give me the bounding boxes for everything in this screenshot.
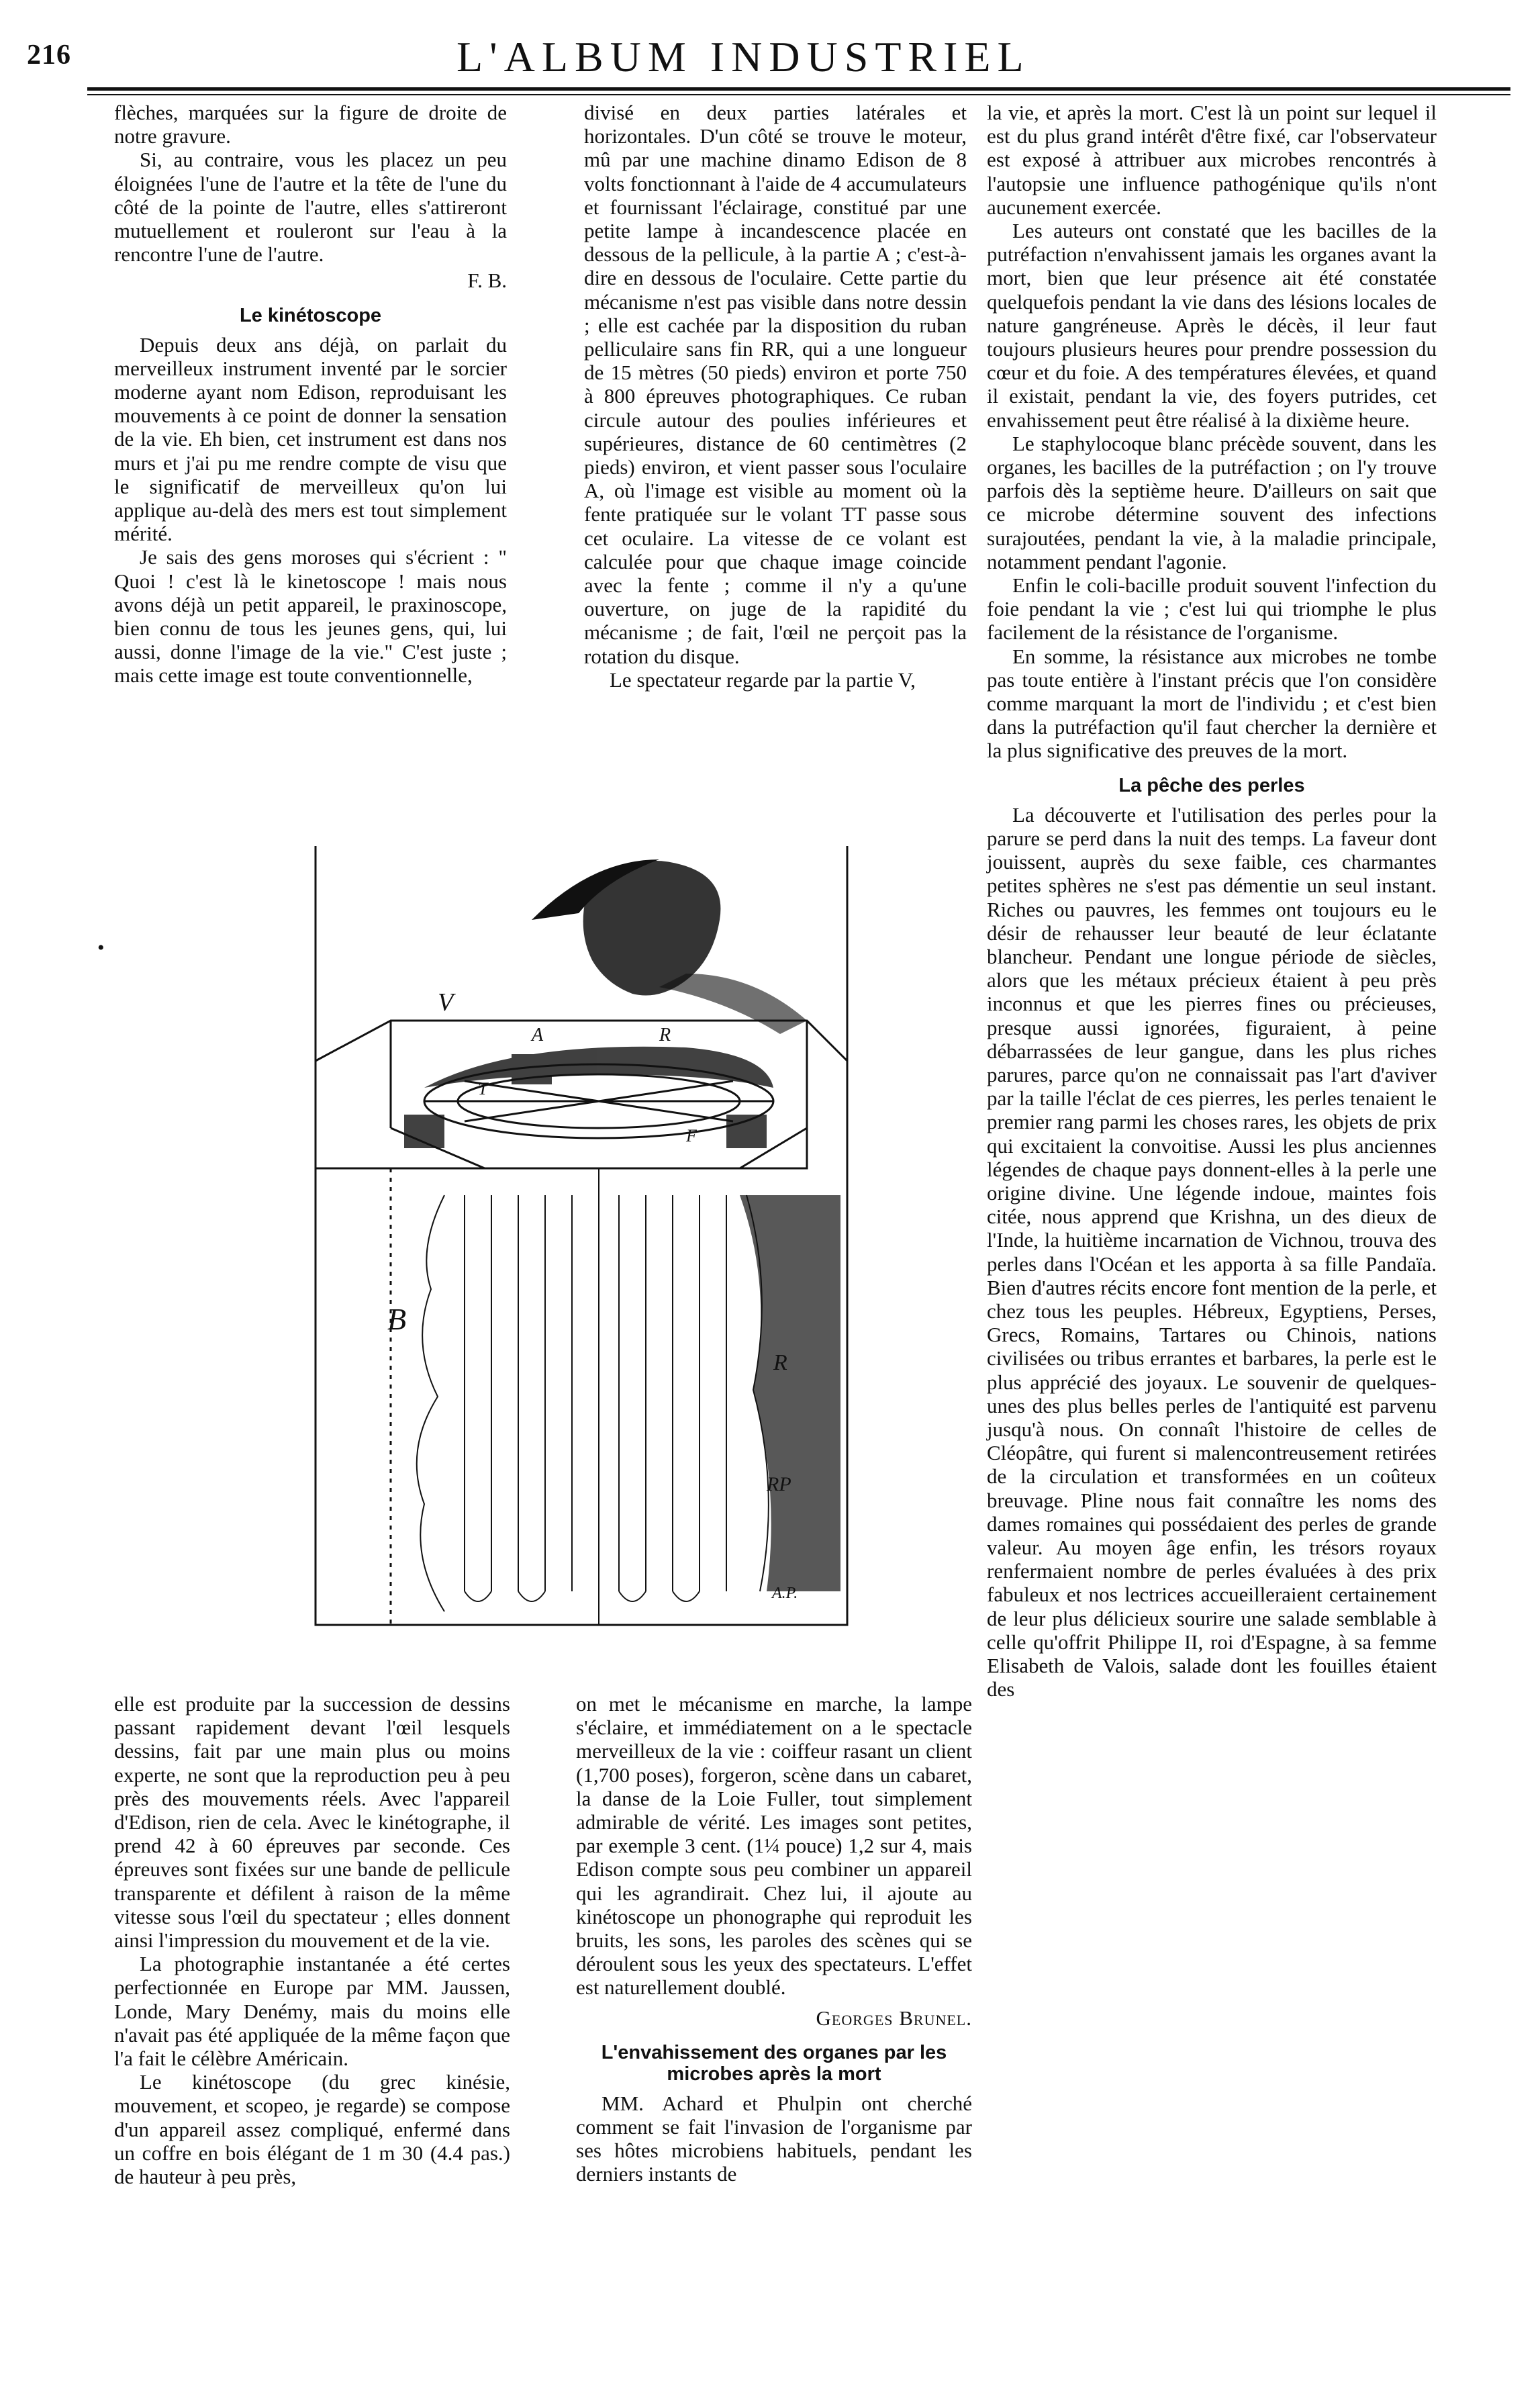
kinetoscope-illustration bbox=[310, 819, 854, 1628]
column-2-bottom bbox=[576, 1692, 972, 2186]
author-signature: F. B. bbox=[467, 269, 507, 293]
figure-label-f: F bbox=[686, 1126, 697, 1145]
paragraph: flèches, marquées sur la figure de droite de notre gravure. bbox=[114, 101, 507, 148]
paragraph: Je sais des gens moroses qui s'écrient : " Quoi ! c'est là le kinetoscope ! mais nous avons déjà un petit appareil, le praxinoscope, bien connu de tous les jeunes gens, qui, lui aussi, donne l'image de la vie." C'est juste ; mais cette image est toute conventionnelle, bbox=[114, 545, 507, 688]
column-1-bottom bbox=[114, 1692, 510, 2188]
paragraph: Le kinétoscope (du grec kinésie, mouvement, et scopeo, je regarde) se compose d'un appareil assez compliqué, enfermé dans un coffre en bois élégant de 1 m 30 (4.4 pas.) de hauteur à peu près, bbox=[114, 2070, 510, 2189]
column-1-top bbox=[114, 101, 507, 688]
engraver-signature: A.P. bbox=[772, 1585, 798, 1602]
column-3 bbox=[987, 101, 1437, 1701]
paragraph: Si, au contraire, vous les placez un peu éloignées l'une de l'autre et la tête de l'une du côté de la pointe de l'autre, elles s'attireront mutuellement et rouleront sur l'eau à la rencontre l'une de l'autre. bbox=[114, 148, 507, 267]
header-rule-thick bbox=[87, 87, 1510, 91]
paragraph: La découverte et l'utilisation des perles pour la parure se perd dans la nuit des temps. La faveur dont jouissent, auprès du sexe faible, ces charmantes petites sphères ne s'est pas démentie un seul instant. Riches ou pauvres, les femmes ont toujours eu le désir de rehausser leur beauté de leur éclatante blancheur. Pendant une longue période de siècles, alors que les métaux précieux étaient à peu près inconnus et que les pierres fines ou précieuses, presque aussi ignorées, figuraient, à peine débarrassées de leur gangue, dans les plus riches parures, parce qu'on ne connaissait pas l'art d'aviver par la taille l'éclat de ces pierres, les perles tenaient le premier rang parmi les choses rares, les objets de prix qui excitaient la convoitise. Aussi les plus anciennes légendes de chaque pays donnent-elles à la perle une origine divine. Une légende indoue, maintes fois citée, nous apprend que Krishna, un des dieux de l'Inde, la huitième incarnation de Vichnou, trouva des perles dans l'Océan et les apporta à sa fille Pandaïa. Bien d'autres récits encore font mention de la perle, et chez tous les peuples. Hébreux, Egyptiens, Perses, Grecs, Romains, Tartares ou Chinois, nations civilisées ou tribus errantes et barbares, la perle est le plus apprécié des joyaux. Le souvenir de quelques-unes des plus belles perles de l'antiquité est parvenu jusqu'à nous. On connaît l'histoire de celles de Cléopâtre, qui furent si malencontreusement retirées de la circulation et transformées en un coûteux breuvage. Pline nous fait connaître les noms des dames romaines qui possédaient des perles de grande valeur. Au moyen âge enfin, les trésors royaux renfermaient nombre de perles évaluées à des prix fabuleux et nos lectrices accueilleraient certainement de leur plus délicieux sourire une salade semblable à celle qu'offrit Philippe II, roi d'Espagne, à sa femme Elisabeth de Valois, salade dont les fouilles étaient des bbox=[987, 802, 1437, 1701]
paragraph: la vie, et après la mort. C'est là un point sur lequel il est du plus grand intérêt d'être fixé, car l'observateur est exposé à attribuer aux microbes rencontrés à l'autopsie une influence pathogénique qu'ils n'ont aucunement exercée. bbox=[987, 101, 1437, 219]
paragraph: on met le mécanisme en marche, la lampe s'éclaire, et immédiatement on a le spectacle merveilleux de la vie : coiffeur rasant un client (1,700 poses), forgeron, scène dans un cabaret, la danse de la Loie Fuller, tout simplement admirable de vérité. Les images sont petites, par exemple 3 cent. (1¼ pouce) 1,2 sur 4, mais Edison compte sous peu combiner un appareil qui les agrandirait. Chez lui, il ajoute au kinétoscope un phonographe qui reproduit les bruits, les sons, les paroles des scènes qui se déroulent sous les yeux des spectateurs. L'effet est naturellement doublé. bbox=[576, 1692, 972, 2000]
paragraph: Les auteurs ont constaté que les bacilles de la putréfaction n'envahissent jamais les organes avant la mort, bien que leur présence ait été constatée quelquefois pendant la vie dans des lésions locales de nature gangréneuse. Après le décès, il leur faut toujours plusieurs heures pour prendre possession du cœur et du foie. A des températures élevées, et quand il existait, pendant la vie, des foyers putrides, cet envahissement peut être réalisé à la dixième heure. bbox=[987, 219, 1437, 432]
figure-label-r-top: R bbox=[659, 1025, 671, 1045]
article-heading-pearls: La pêche des perles bbox=[1118, 774, 1305, 796]
article-heading-kinetoscope: Le kinétoscope bbox=[239, 304, 382, 326]
author-signature: Georges Brunel. bbox=[816, 2006, 972, 2030]
paragraph: Le staphylocoque blanc précède souvent, dans les organes, les bacilles de la putréfaction ; on l'y trouve parfois dès la septième heure. D'ailleurs on sait que ce microbe détermine souvent des infections surajoutées, pendant la vie, à la maladie principale, notamment pendant l'agonie. bbox=[987, 431, 1437, 573]
figure-label-a: A bbox=[532, 1025, 544, 1045]
margin-dot: • bbox=[97, 937, 105, 959]
paragraph: En somme, la résistance aux microbes ne tombe pas toute entière à l'instant précis que l'on considère comme marquant la mort de l'individu ; et c'est bien dans la putréfaction qu'il faut chercher la dernière et la plus significative des preuves de la mort. bbox=[987, 644, 1437, 763]
figure-label-b: B bbox=[387, 1302, 407, 1336]
paragraph: elle est produite par la succession de dessins passant rapidement devant l'œil lesquels dessins, fait par une main plus ou moins experte, ne sont que la reproduction peu à peu près des mouvements réels. Avec l'appareil d'Edison, rien de cela. Avec le kinétographe, il prend 42 à 60 épreuves par seconde. Ces épreuves sont fixées sur une bande de pellicule transparente et défilent à raison de la même vitesse sous l'œil du spectateur ; elles donnent ainsi l'impression du mouvement et de la vie. bbox=[114, 1692, 510, 1953]
paragraph: MM. Achard et Phulpin ont cherché comment se fait l'invasion de l'organisme par ses hôtes microbiens habituels, pendant les derniers instants de bbox=[576, 2091, 972, 2186]
paragraph: Enfin le coli-bacille produit souvent l'infection du foie pendant la vie ; c'est lui qui triomphe le plus facilement de la résistance de l'organisme. bbox=[987, 573, 1437, 645]
figure-label-t: T bbox=[478, 1079, 488, 1098]
figure-label-v: V bbox=[438, 988, 454, 1017]
page-number: 216 bbox=[27, 40, 71, 71]
paragraph: La photographie instantanée a été certes perfectionnée en Europe par MM. Jaussen, Londe, Mary Denémy, mais du moins elle n'avait pas été appliquée de la même façon que l'a fait le célèbre Américain. bbox=[114, 1952, 510, 2071]
article-heading-microbes: L'envahissement des organes par les microbes après la mort bbox=[601, 2041, 947, 2085]
column-2-top bbox=[584, 101, 967, 692]
header-rule-thin bbox=[87, 94, 1510, 95]
journal-title: L'ALBUM INDUSTRIEL bbox=[456, 33, 1030, 81]
figure-label-rp: RP bbox=[767, 1473, 791, 1495]
paragraph: Depuis deux ans déjà, on parlait du merveilleux instrument inventé par le sorcier moderne ayant nom Edison, reproduisant les mouvements à ce point de donner la sensation de la vie. Eh bien, cet instrument est dans nos murs et j'ai pu me rendre compte de visu que le significatif de merveilleux qu'on lui applique au-delà des mers est tout simplement mérité. bbox=[114, 332, 507, 546]
paragraph: Le spectateur regarde par la partie V, bbox=[610, 667, 916, 692]
figure-label-r: R bbox=[773, 1350, 787, 1375]
paragraph: divisé en deux parties latérales et horizontales. D'un côté se trouve le moteur, mû par une machine dinamo Edison de 8 volts fonctionnant à l'aide de 4 accumulateurs et fournissant l'éclairage, constitué par une petite lampe à incandescence placée en dessous de la pellicule, à la partie A ; c'est-à-dire en dessous de l'oculaire. Cette partie du mécanisme n'est pas visible dans notre dessin ; elle est cachée par la disposition du ruban pelliculaire sans fin RR, qui a une longueur de 15 mètres (50 pieds) environ et porte 750 à 800 épreuves photographiques. Ce ruban circule autour des poulies inférieures et supérieures, distance de 60 centimètres (2 pieds) environ, et vient passer sous l'oculaire A, où l'image est visible au moment où la fente pratiquée sur le volant TT passe sous cet oculaire. La vitesse de ce volant est calculée pour que chaque image coincide avec la fente ; comme il n'y a qu'une ouverture, on juge de la rapidité du mécanisme ; de fait, l'œil ne perçoit pas la rotation du disque. bbox=[584, 101, 967, 668]
